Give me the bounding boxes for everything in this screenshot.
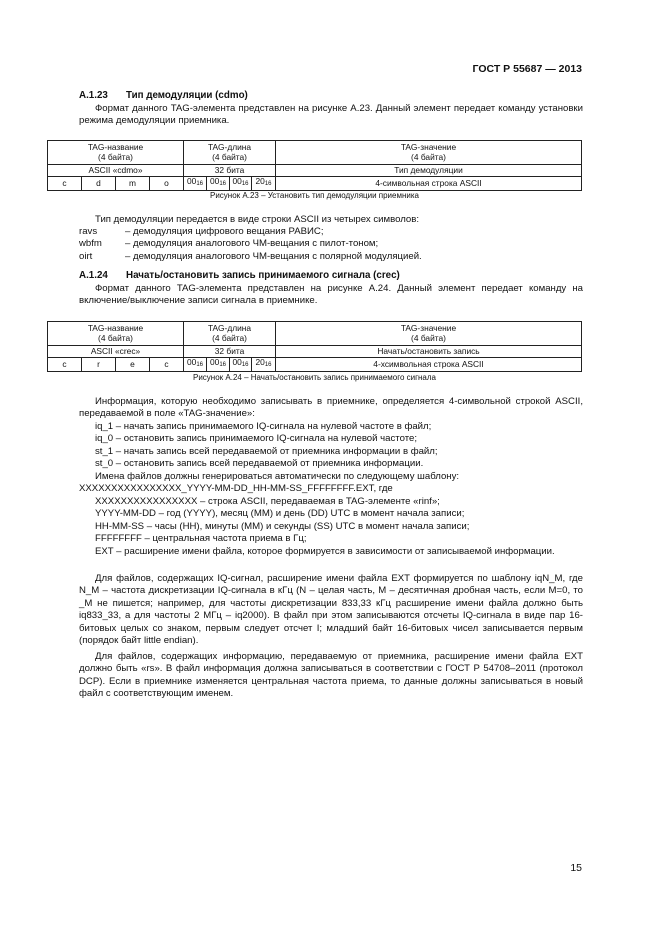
char-cell: c (48, 358, 82, 372)
char-cell: e (116, 358, 150, 372)
tag-length-header: TAG-длина (4 байта) (184, 141, 276, 165)
section-paragraph: Формат данного TAG-элемента представлен на рисунке А.24. Данный элемент передает команду на включение/выключение записи сигнала в приемнике. (79, 283, 583, 307)
section-heading-a123 (79, 90, 583, 102)
body-line: Имена файлов должны генерироваться автоматически по следующему шаблону: (95, 471, 460, 482)
section-paragraph: Формат данного TAG-элемента представлен на рисунке А.23. Данный элемент передает команду установки режима демодуляции приемника. (79, 103, 583, 127)
char-cell: c (48, 177, 82, 191)
demod-list (79, 226, 422, 263)
byte-cell: $00_{16}$ (184, 358, 207, 372)
byte-cell: $20_{16}$ (252, 358, 276, 372)
byte-cell: $00_{16}$ (230, 177, 252, 191)
tag-name-cell: ASCII «crec» (48, 346, 184, 358)
filename-template: XXXXXXXXXXXXXXXX_YYYY-MM-DD_HH-MM-SS_FFFFFFFF.EXT, где (79, 483, 393, 494)
tag-value-cell: Начать/остановить запись (276, 346, 582, 358)
byte-cell: $00_{16}$ (207, 358, 230, 372)
list-item: wbfm – демодуляция аналогового ЧМ-вещания с пилот-тоном; (79, 238, 379, 250)
byte-cell: $00_{16}$ (207, 177, 230, 191)
figure-caption-a24: Рисунок А.24 – Начать/остановить запись принимаемого сигнала (193, 373, 436, 382)
char-cell: r (82, 358, 116, 372)
body-paragraph: Для файлов, содержащих информацию, передаваемую от приемника, расширение имени файла EXT должно быть «rs». В файл информация должна записываться в соответствии с ГОСТ Р 54708–2011 (протокол DCP). Если в приемнике изменяется центральная частота приема, то данные должны записываться в новый файл с соответствующим именем. (79, 651, 583, 700)
tag-name-header: TAG-название (4 байта) (48, 322, 184, 346)
tag-name-header: TAG-название (4 байта) (48, 141, 184, 165)
tag-table-a24 (47, 321, 582, 372)
record-option: st_0 – остановить запись всей передаваемой от приемника информации. (95, 458, 424, 469)
tag-length-cell: 32 бита (184, 165, 276, 177)
byte-cell: $20_{16}$ (252, 177, 276, 191)
tag-length-cell: 32 бита (184, 346, 276, 358)
template-field: HH-MM-SS – часы (HH), минуты (MM) и секунды (SS) UTC в момент начала записи; (95, 521, 470, 532)
byte-cell: $00_{16}$ (184, 177, 207, 191)
byte-cell: $00_{16}$ (230, 358, 252, 372)
section-number: А.1.23 (79, 90, 108, 101)
char-cell: c (150, 358, 184, 372)
list-item: ravs – демодуляция цифрового вещания РАВИС; (79, 226, 324, 237)
value-format-cell: 4-хсимвольная строка ASCII (276, 358, 582, 372)
figure-caption-a23: Рисунок А.23 – Установить тип демодуляции приемника (210, 191, 419, 200)
template-field: YYYY-MM-DD – год (YYYY), месяц (MM) и день (DD) UTC в момент начала записи; (95, 508, 465, 519)
template-field: XXXXXXXXXXXXXXXX – строка ASCII, передаваемая в TAG-элементе «rinf»; (95, 496, 440, 507)
template-field: FFFFFFFF – центральная частота приема в Гц; (95, 533, 307, 544)
tag-name-cell: ASCII «cdmo» (48, 165, 184, 177)
tag-length-header: TAG-длина (4 байта) (184, 322, 276, 346)
char-cell: o (150, 177, 184, 191)
body-paragraph: EXT – расширение имени файла, которое формируется в зависимости от записываемой информации. (95, 546, 555, 557)
tag-value-header: TAG-значение (4 байта) (276, 141, 582, 165)
section-heading-a124 (79, 270, 583, 282)
tag-value-cell: Тип демодуляции (276, 165, 582, 177)
tag-table-a23 (47, 140, 582, 191)
page-number: 15 (570, 862, 582, 874)
char-cell: d (82, 177, 116, 191)
demod-intro: Тип демодуляции передается в виде строки ASCII из четырех символов: (95, 214, 419, 225)
section-number: А.1.24 (79, 270, 108, 281)
document-header: ГОСТ Р 55687 — 2013 (472, 63, 582, 75)
record-option: iq_0 – остановить запись принимаемого IQ-сигнала на нулевой частоте; (95, 433, 417, 444)
section-title: Начать/остановить запись принимаемого сигнала (crec) (126, 270, 400, 281)
body-paragraph: Для файлов, содержащих IQ-сигнал, расширение имени файла EXT формируется по шаблону iqN_M, где N_M – частота дискретизации IQ-сигнала в кГц (N – целая часть, M – десятичная дробная часть, если M=0, то _M не пишется; например, для частоты дискретизации 833,33 кГц расширение имени файла должно быть iq833_33, а для частоты 2 МГц – iq2000). В файл при этом записываются отсчеты IQ-сигнала в виде пар 16-битовых целых со знаком, первым следует отсчет I; младший байт 16-битовых чисел записывается первым (порядок байт little endian). (79, 573, 583, 647)
record-option: iq_1 – начать запись принимаемого IQ-сигнала на нулевой частоте в файл; (95, 421, 432, 432)
list-item: oirt – демодуляция аналогового ЧМ-вещания с полярной модуляцией. (79, 250, 422, 262)
char-cell: m (116, 177, 150, 191)
value-format-cell: 4-символьная строка ASCII (276, 177, 582, 191)
record-option: st_1 – начать запись всей передаваемой от приемника информации в файл; (95, 446, 438, 457)
body-paragraph: Информация, которую необходимо записывать в приемнике, определяется 4-символьной строкой ASCII, передаваемой в поле «TAG-значение»: (79, 396, 583, 420)
tag-value-header: TAG-значение (4 байта) (276, 322, 582, 346)
section-title: Тип демодуляции (cdmo) (126, 90, 248, 101)
